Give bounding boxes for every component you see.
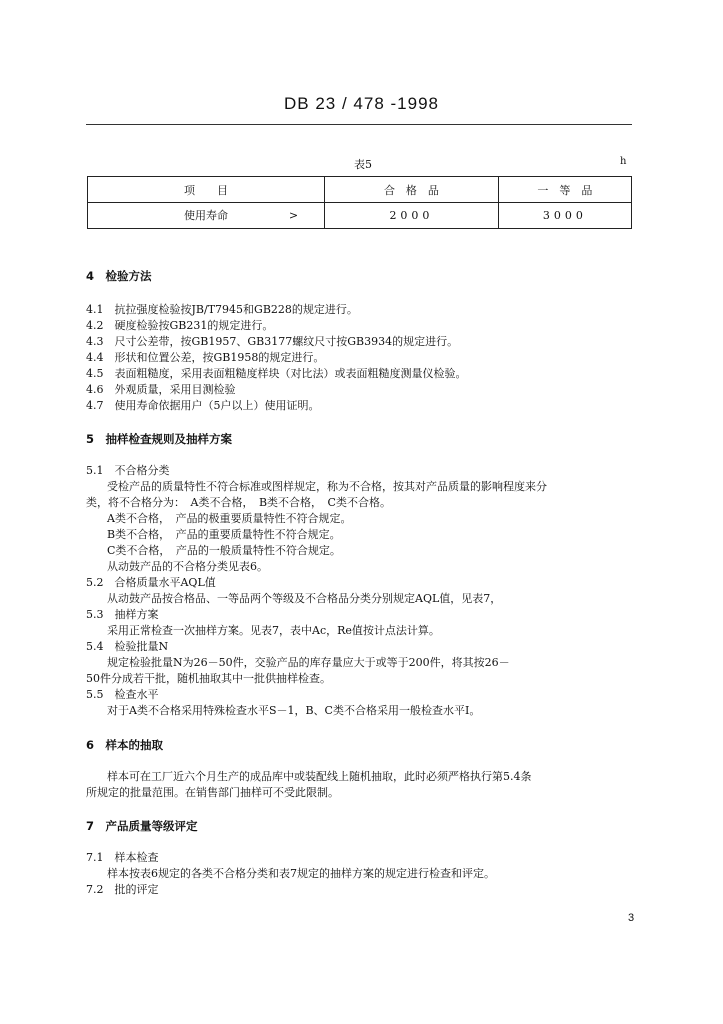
clause-5-3-para: 采用正常检查一次抽样方案。见表7，表中Ac，Re值按计点法计算。: [107, 624, 440, 637]
clause-5-4-title: 5.4 检验批量N: [86, 640, 169, 653]
clause-5-4-para-line-1: 规定检验批量N为26－50件，交验产品的库存量应大于或等于200件，将其按26－: [107, 656, 510, 669]
clause-4-7: 4.7 使用寿命依据用户（5户以上）使用证明。: [86, 399, 320, 412]
section-7-title: 7 产品质量等级评定: [86, 819, 198, 833]
table-row: [88, 203, 632, 229]
clause-4-4: 4.4 形状和位置公差，按GB1958的规定进行。: [86, 351, 325, 364]
table-header-row: [88, 177, 632, 203]
clause-4-3: 4.3 尺寸公差带，按GB1957、GB3177螺纹尺寸按GB3934的规定进行。: [86, 335, 459, 348]
clause-5-2-para: 从动鼓产品按合格品、一等品两个等级及不合格品分类分别规定AQL值，见表7，: [107, 592, 502, 605]
class-b-definition: B类不合格， 产品的重要质量特性不符合规定。: [107, 528, 341, 541]
clause-5-1-para-line-2: 类，将不合格分为： A类不合格， B类不合格， C类不合格。: [86, 496, 391, 509]
class-c-definition: C类不合格， 产品的一般质量特性不符合规定。: [107, 544, 341, 557]
table-unit: h: [620, 156, 627, 167]
section-4-title: 4 检验方法: [86, 269, 152, 283]
section-6-title: 6 样本的抽取: [86, 738, 164, 752]
comparison-operator: >: [288, 209, 299, 222]
header-first-class: 一 等 品: [498, 177, 631, 203]
clause-5-3-title: 5.3 抽样方案: [86, 608, 159, 621]
clause-5-4-para-line-2: 50件分成若干批，随机抽取其中一批供抽样检查。: [86, 672, 331, 685]
header-rule: [86, 124, 632, 125]
clause-4-6: 4.6 外观质量，采用目测检验: [86, 383, 236, 396]
section-5-title: 5 抽样检查规则及抽样方案: [86, 432, 233, 446]
clause-5-1-title: 5.1 不合格分类: [86, 464, 170, 477]
class-a-definition: A类不合格， 产品的极重要质量特性不符合规定。: [107, 512, 352, 525]
header-item: 项 目: [88, 177, 325, 203]
item-label: 使用寿命: [184, 209, 229, 222]
classification-reference: 从动鼓产品的不合格分类见表6。: [107, 560, 268, 573]
clause-5-5-title: 5.5 检查水平: [86, 688, 159, 701]
cell-first-class-value: 3000: [498, 203, 631, 229]
clause-7-2-title: 7.2 批的评定: [86, 883, 159, 896]
clause-7-1-para: 样本按表6规定的各类不合格分类和表7规定的抽样方案的规定进行检查和评定。: [107, 867, 495, 880]
clause-5-1-para-line-1: 受检产品的质量特性不符合标准或图样规定，称为不合格，按其对产品质量的影响程度来分: [107, 480, 547, 493]
section-6-para-line-1: 样本可在工厂近六个月生产的成品库中或装配线上随机抽取，此时必须严格执行第5.4条: [107, 770, 532, 783]
clause-4-1: 4.1 抗拉强度检验按JB/T7945和GB228的规定进行。: [86, 303, 358, 316]
header-qualified: 合 格 品: [325, 177, 499, 203]
clause-4-5: 4.5 表面粗糙度，采用表面粗糙度样块（对比法）或表面粗糙度测量仪检验。: [86, 367, 467, 380]
document-code-header: DB 23 / 478 -1998: [284, 94, 439, 113]
cell-qualified-value: 2000: [325, 203, 499, 229]
clause-7-1-title: 7.1 样本检查: [86, 851, 159, 864]
table-5: [87, 176, 632, 229]
page-number: 3: [628, 912, 635, 924]
table-caption: 表5: [354, 158, 372, 171]
clause-4-2: 4.2 硬度检验按GB231的规定进行。: [86, 319, 274, 332]
cell-item: [88, 203, 325, 229]
clause-5-2-title: 5.2 合格质量水平AQL值: [86, 576, 216, 589]
clause-5-5-para: 对于A类不合格采用特殊检查水平S－1，B、C类不合格采用一般检查水平Ⅰ。: [107, 704, 481, 717]
section-6-para-line-2: 所规定的批量范围。在销售部门抽样可不受此限制。: [86, 786, 339, 799]
